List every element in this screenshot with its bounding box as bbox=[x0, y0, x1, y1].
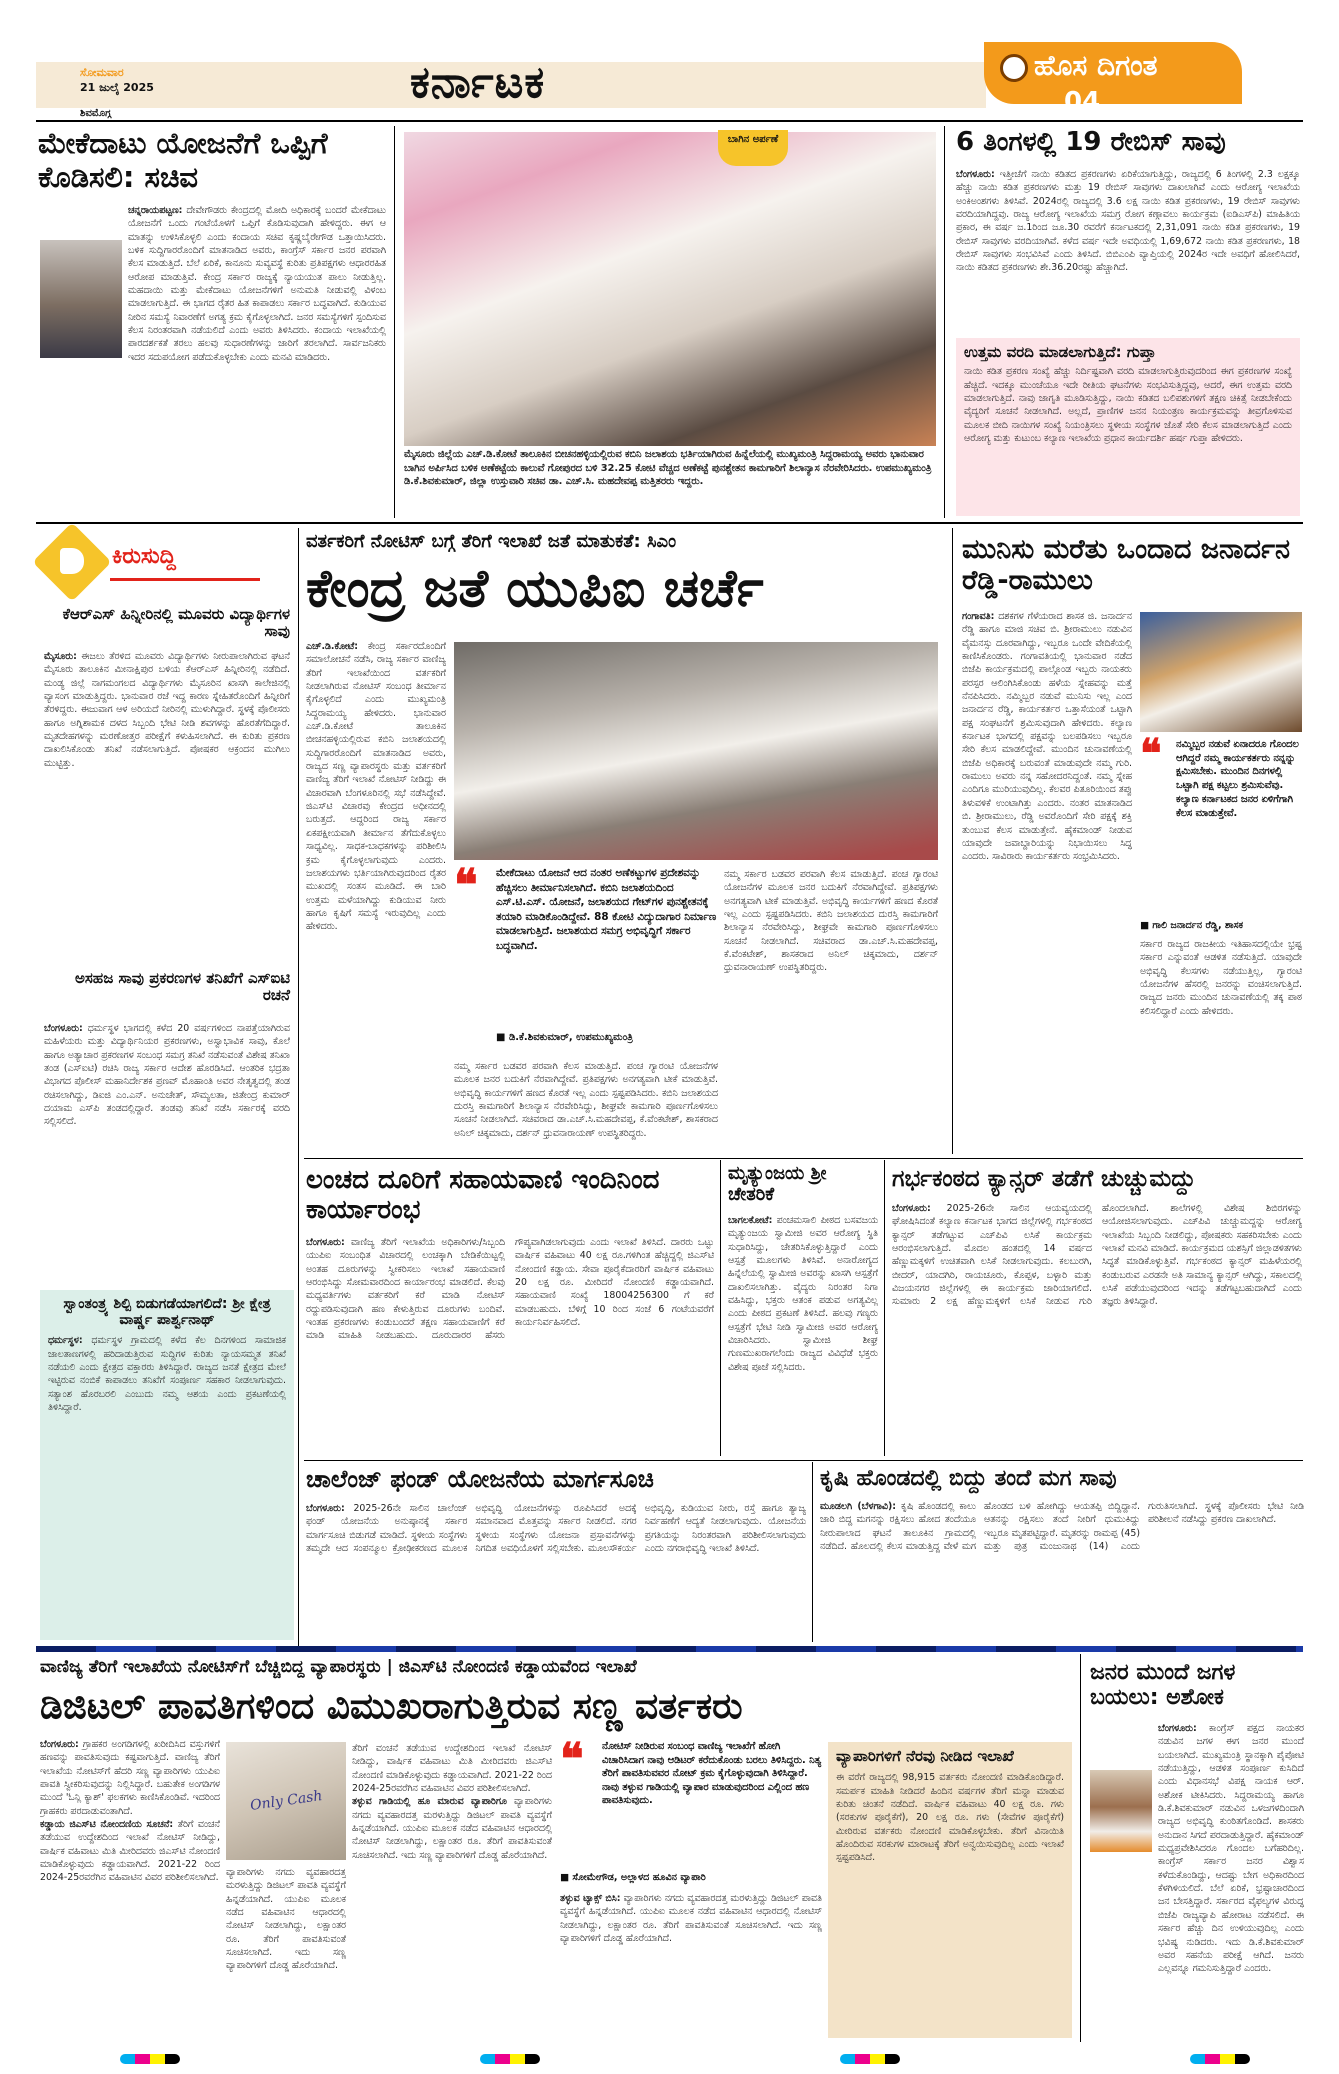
row-rule bbox=[304, 1460, 1303, 1461]
mrutyunjaya-body: ಬಾಗಲಕೋಟೆ: ಪಂಚಮಸಾಲಿ ಪೀಠದ ಬಸವಜಯ ಮೃತ್ಯುಂಜಯ ಸ್ವಾಮೀಜಿ ಅವರ ಆರೋಗ್ಯ ಸ್ಥಿತಿ ಸುಧಾರಿಸಿದ್ದು, ಚೇತರಿಸಿಕೊಳ್ಳುತ್ತಿದ್ದಾರೆ ಎಂದು ಆಸ್ಪತ್ರೆ ಮೂಲಗಳು ತಿಳಿಸಿವೆ. ಅನಾರೋಗ್ಯದ ಹಿನ್ನೆಲೆಯಲ್ಲಿ ಸ್ವಾಮೀಜಿ ಅವರನ್ನು ಖಾಸಗಿ ಆಸ್ಪತ್ರೆಗೆ ದಾಖಲಿಸಲಾಗಿತ್ತು. ವೈದ್ಯರು ನಿರಂತರ ನಿಗಾ ವಹಿಸಿದ್ದು, ಭಕ್ತರು ಆತಂಕ ಪಡುವ ಅಗತ್ಯವಿಲ್ಲ ಎಂದು ಪೀಠದ ಪ್ರಕಟಣೆ ತಿಳಿಸಿದೆ. ಹಲವು ಗಣ್ಯರು ಆಸ್ಪತ್ರೆಗೆ ಭೇಟಿ ನೀಡಿ ಸ್ವಾಮೀಜಿ ಅವರ ಆರೋಗ್ಯ ವಿಚಾರಿಸಿದರು. ಸ್ವಾಮೀಜಿ ಶೀಘ್ರ ಗುಣಮುಖರಾಗಲೆಂದು ರಾಜ್ಯದ ವಿವಿಧೆಡೆ ಭಕ್ತರು ವಿಶೇಷ ಪೂಜೆ ಸಲ್ಲಿಸಿದರು. bbox=[728, 1215, 878, 1373]
digital-headline: ಡಿಜಿಟಲ್ ಪಾವತಿಗಳಿಂದ ವಿಮುಖರಾಗುತ್ತಿರುವ ಸಣ್ಣ ವರ್ತಕರು bbox=[40, 1686, 743, 1727]
city: ಶಿವಮೊಗ್ಗ bbox=[80, 108, 112, 119]
registration-mark bbox=[480, 2054, 540, 2064]
upi-headline: ಕೇಂದ್ರ ಜತೆ ಯುಪಿಐ ಚರ್ಚೆ bbox=[306, 559, 764, 619]
day: ಸೋಮವಾರ bbox=[80, 66, 124, 79]
only-cash-sign: Only Cash bbox=[248, 1788, 324, 1814]
munisu-photo bbox=[1140, 612, 1302, 732]
digital-body3: ತಳ್ಳುವ ಟ್ಯಾಕ್ಸ್ ಬಿಸಿ: ವ್ಯಾಪಾರಿಗಳು ನಗದು ವ್ಯವಹಾರದತ್ತ ಮರಳುತ್ತಿದ್ದು ಡಿಜಿಟಲ್ ಪಾವತಿ ವ್ಯವಸ್ಥೆಗೆ ಹಿನ್ನಡೆಯಾಗಿದೆ. ಯುಪಿಐ ಮೂಲಕ ನಡೆದ ವಹಿವಾಟಿನ ಆಧಾರದಲ್ಲಿ ನೋಟಿಸ್ ನೀಡಲಾಗಿದ್ದು, ಲಕ್ಷಾಂತರ ರೂ. ತೆರಿಗೆ ಪಾವತಿಸುವಂತೆ ಸೂಚಿಸಲಾಗಿದೆ. ಇದು ಸಣ್ಣ ವ್ಯಾಪಾರಿಗಳಿಗೆ ದೊಡ್ಡ ಹೊರೆಯಾಗಿದೆ. bbox=[560, 1893, 822, 1945]
mekedatu-text: ದೇವೇಗೌಡರು ಕೇಂದ್ರದಲ್ಲಿ ಮೋದಿ ಅಧಿಕಾರಕ್ಕೆ ಬಂದರೆ ಮೇಕೆದಾಟು ಯೋಜನೆಗೆ ಒಂದು ಗಂಟೆಯೊಳಗೆ ಒಪ್ಪಿಗೆ ಕೊಡಿಸುವುದಾಗಿ ಹೇಳಿದ್ದರು. ಈಗ ಆ ಮಾತನ್ನು ಉಳಿಸಿಕೊಳ್ಳಲಿ ಎಂದು ಕಂದಾಯ ಸಚಿವ ಕೃಷ್ಣಬೈರೇಗೌಡ ಒತ್ತಾಯಿಸಿದರು. ಬಳಿಕ ಸುದ್ದಿಗಾರರೊಂದಿಗೆ ಮಾತನಾಡಿದ ಅವರು, ಕಾಂಗ್ರೆಸ್ ಸರ್ಕಾರ ಜನರ ಪರವಾಗಿ ಕೆಲಸ ಮಾಡುತ್ತಿದೆ. ಬೆಲೆ ಏರಿಕೆ, ಕಾನೂನು ಸುವ್ಯವಸ್ಥೆ ಕುರಿತು ಪ್ರತಿಪಕ್ಷಗಳು ಆಧಾರರಹಿತ ಆರೋಪ ಮಾಡುತ್ತಿವೆ. ಕೇಂದ್ರ ಸರ್ಕಾರ ರಾಜ್ಯಕ್ಕೆ ನ್ಯಾಯಯುತ ಪಾಲು ನೀಡುತ್ತಿಲ್ಲ. ಮಹದಾಯಿ ಮತ್ತು ಮೇಕೆದಾಟು ಯೋಜನೆಗಳಿಗೆ ಅನುಮತಿ ನೀಡುವಲ್ಲಿ ವಿಳಂಬ ಮಾಡಲಾಗುತ್ತಿದೆ. ಈ ಭಾಗದ ರೈತರ ಹಿತ ಕಾಪಾಡಲು ಸರ್ಕಾರ ಬದ್ಧವಾಗಿದೆ. ಕುಡಿಯುವ ನೀರಿನ ಸಮಸ್ಯೆ ನಿವಾರಣೆಗೆ ಅಗತ್ಯ ಕ್ರಮ ಕೈಗೊಳ್ಳಲಾಗಿದೆ. ಜನರ ಸಮಸ್ಯೆಗಳಿಗೆ ಸ್ಪಂದಿಸುವ ಕೆಲಸ ನಿರಂತರವಾಗಿ ನಡೆಯಲಿದೆ ಎಂದು ಅವರು ತಿಳಿಸಿದರು. ಕಂದಾಯ ಇಲಾಖೆಯಲ್ಲಿ ಪಾರದರ್ಶಕತೆ ತರಲು ಹಲವು ಸುಧಾರಣೆಗಳನ್ನು ಜಾರಿಗೆ ತರಲಾಗಿದೆ. ಸಾರ್ವಜನಿಕರು ಇದರ ಸದುಪಯೋಗ ಪಡೆದುಕೊಳ್ಳಬೇಕು ಎಂದು ಮನವಿ ಮಾಡಿದರು. bbox=[128, 205, 386, 363]
munisu-body: ಗಂಗಾವತಿ: ದಶಕಗಳ ಗೆಳೆಯರಾದ ಶಾಸಕ ಜಿ. ಜನಾರ್ದನ ರೆಡ್ಡಿ ಹಾಗೂ ಮಾಜಿ ಸಚಿವ ಬಿ. ಶ್ರೀರಾಮುಲು ನಡುವಿನ ವೈಮನಸ್ಸು ದೂರವಾಗಿದ್ದು, ಇಬ್ಬರೂ ಒಂದೇ ವೇದಿಕೆಯಲ್ಲಿ ಕಾಣಿಸಿಕೊಂಡರು. ಗಂಗಾವತಿಯಲ್ಲಿ ಭಾನುವಾರ ನಡೆದ ಬಿಜೆಪಿ ಕಾರ್ಯಕ್ರಮದಲ್ಲಿ ಪಾಲ್ಗೊಂಡ ಇಬ್ಬರು ನಾಯಕರು ಪರಸ್ಪರ ಆಲಿಂಗಿಸಿಕೊಂಡು ಹಳೆಯ ಸ್ನೇಹವನ್ನು ಮತ್ತೆ ನೆನಪಿಸಿದರು. ನಮ್ಮಿಬ್ಬರ ನಡುವೆ ಮುನಿಸು ಇಲ್ಲ ಎಂದ ಜನಾರ್ದನ ರೆಡ್ಡಿ, ಕಾರ್ಯಕರ್ತರ ಒತ್ತಾಸೆಯಂತೆ ಒಟ್ಟಾಗಿ ಪಕ್ಷ ಸಂಘಟನೆಗೆ ಶ್ರಮಿಸುವುದಾಗಿ ಹೇಳಿದರು. ಕಲ್ಯಾಣ ಕರ್ನಾಟಕ ಭಾಗದಲ್ಲಿ ಪಕ್ಷವನ್ನು ಬಲಪಡಿಸಲು ಇಬ್ಬರೂ ಸೇರಿ ಕೆಲಸ ಮಾಡಲಿದ್ದೇವೆ. ಮುಂದಿನ ಚುನಾವಣೆಯಲ್ಲಿ ಬಿಜೆಪಿ ಅಧಿಕಾರಕ್ಕೆ ಬರುವಂತೆ ಮಾಡುವುದೇ ನಮ್ಮ ಗುರಿ. ರಾಮುಲು ಅವರು ನನ್ನ ಸಹೋದರನಿದ್ದಂತೆ. ನಮ್ಮ ಸ್ನೇಹ ಎಂದಿಗೂ ಮುರಿಯುವುದಿಲ್ಲ. ಕೆಲವರ ಪಿತೂರಿಯಿಂದ ತಪ್ಪು ತಿಳುವಳಿಕೆ ಉಂಟಾಗಿತ್ತು ಎಂದರು. ನಂತರ ಮಾತನಾಡಿದ ಬಿ. ಶ್ರೀರಾಮುಲು, ರೆಡ್ಡಿ ಅವರೊಂದಿಗೆ ಸೇರಿ ಪಕ್ಷಕ್ಕೆ ಶಕ್ತಿ ತುಂಬುವ ಕೆಲಸ ಮಾಡುತ್ತೇನೆ. ಹೈಕಮಾಂಡ್ ನೀಡುವ ಯಾವುದೇ ಜವಾಬ್ದಾರಿಯನ್ನು ನಿಭಾಯಿಸಲು ಸಿದ್ಧ ಎಂದರು. ಸಾವಿರಾರು ಕಾರ್ಯಕರ್ತರು ಸಂಭ್ರಮಿಸಿದರು. bbox=[962, 611, 1132, 863]
mekedatu-body: ಚನ್ನರಾಯಪಟ್ಟಣ: ದೇವೇಗೌಡರು ಕೇಂದ್ರದಲ್ಲಿ ಮೋದಿ ಅಧಿಕಾರಕ್ಕೆ ಬಂದರೆ ಮೇಕೆದಾಟು ಯೋಜನೆಗೆ ಒಂದು ಗಂಟೆಯೊಳಗೆ ಒಪ್ಪಿಗೆ ಕೊಡಿಸುವುದಾಗಿ ಹೇಳಿದ್ದರು. ಈಗ ಆ ಮಾತನ್ನು ಉಳಿಸಿಕೊಳ್ಳಲಿ ಎಂದು ಕಂದಾಯ ಸಚಿವ ಕೃಷ್ಣಬೈರೇಗೌಡ ಒತ್ತಾಯಿಸಿದರು. ಬಳಿಕ ಸುದ್ದಿಗಾರರೊಂದಿಗೆ ಮಾತನಾಡಿದ ಅವರು, ಕಾಂಗ್ರೆಸ್ ಸರ್ಕಾರ ಜನರ ಪರವಾಗಿ ಕೆಲಸ ಮಾಡುತ್ತಿದೆ. ಬೆಲೆ ಏರಿಕೆ, ಕಾನೂನು ಸುವ್ಯವಸ್ಥೆ ಕುರಿತು ಪ್ರತಿಪಕ್ಷಗಳು ಆಧಾರರಹಿತ ಆರೋಪ ಮಾಡುತ್ತಿವೆ. ಕೇಂದ್ರ ಸರ್ಕಾರ ರಾಜ್ಯಕ್ಕೆ ನ್ಯಾಯಯುತ ಪಾಲು ನೀಡುತ್ತಿಲ್ಲ. ಮಹದಾಯಿ ಮತ್ತು ಮೇಕೆದಾಟು ಯೋಜನೆಗಳಿಗೆ ಅನುಮತಿ ನೀಡುವಲ್ಲಿ ವಿಳಂಬ ಮಾಡಲಾಗುತ್ತಿದೆ. ಈ ಭಾಗದ ರೈತರ ಹಿತ ಕಾಪಾಡಲು ಸರ್ಕಾರ ಬದ್ಧವಾಗಿದೆ. ಕುಡಿಯುವ ನೀರಿನ ಸಮಸ್ಯೆ ನಿವಾರಣೆಗೆ ಅಗತ್ಯ ಕ್ರಮ ಕೈಗೊಳ್ಳಲಾಗಿದೆ. ಜನರ ಸಮಸ್ಯೆಗಳಿಗೆ ಸ್ಪಂದಿಸುವ ಕೆಲಸ ನಿರಂತರವಾಗಿ ನಡೆಯಲಿದೆ ಎಂದು ಅವರು ತಿಳಿಸಿದರು. ಕಂದಾಯ ಇಲಾಖೆಯಲ್ಲಿ ಪಾರದರ್ಶಕತೆ ತರಲು ಹಲವು ಸುಧಾರಣೆಗಳನ್ನು ಜಾರಿಗೆ ತರಲಾಗಿದೆ. ಸಾರ್ವಜನಿಕರು ಇದರ ಸದುಪಯೋಗ ಪಡೆದುಕೊಳ್ಳಬೇಕು ಎಂದು ಮನವಿ ಮಾಡಿದರು. bbox=[128, 205, 386, 363]
challenge-headline: ಚಾಲೆಂಜ್ ಫಂಡ್ ಯೋಜನೆಯ ಮಾರ್ಗಸೂಚಿ bbox=[306, 1465, 654, 1493]
mrutyunjaya-headline: ಮೃತ್ಯುಂಜಯ ಶ್ರೀ ಚೇತರಿಕೆ bbox=[728, 1163, 827, 1205]
registration-mark bbox=[840, 2054, 900, 2064]
cancer-text: 2025-26ನೇ ಸಾಲಿನ ಆಯವ್ಯಯದಲ್ಲಿ ಘೋಷಿಸಿದಂತೆ ಕಲ್ಯಾಣ ಕರ್ನಾಟಕ ಭಾಗದ ಜಿಲ್ಲೆಗಳಲ್ಲಿ ಗರ್ಭಕಂಠದ ಕ್ಯಾನ್ಸರ್ ತಡೆಗಟ್ಟುವ ಎಚ್‌ಪಿವಿ ಲಸಿಕೆ ಕಾರ್ಯಕ್ರಮ ಆರಂಭಿಸಲಾಗುತ್ತಿದೆ. ಮೊದಲ ಹಂತದಲ್ಲಿ 14 ವರ್ಷದ ಹೆಣ್ಣುಮಕ್ಕಳಿಗೆ ಉಚಿತವಾಗಿ ಲಸಿಕೆ ನೀಡಲಾಗುವುದು. ಕಲಬುರಗಿ, ಬೀದರ್, ಯಾದಗಿರಿ, ರಾಯಚೂರು, ಕೊಪ್ಪಳ, ಬಳ್ಳಾರಿ ಮತ್ತು ವಿಜಯನಗರ ಜಿಲ್ಲೆಗಳಲ್ಲಿ ಈ ಕಾರ್ಯಕ್ರಮ ಜಾರಿಯಾಗಲಿದೆ. ಸುಮಾರು 2 ಲಕ್ಷ ಹೆಣ್ಣುಮಕ್ಕಳಿಗೆ ಲಸಿಕೆ ನೀಡುವ ಗುರಿ ಹೊಂದಲಾಗಿದೆ. ಶಾಲೆಗಳಲ್ಲಿ ವಿಶೇಷ ಶಿಬಿರಗಳನ್ನು ಆಯೋಜಿಸಲಾಗುವುದು. ಎಚ್‌ಪಿವಿ ಚುಚ್ಚುಮದ್ದನ್ನು ಆರೋಗ್ಯ ಇಲಾಖೆಯ ಸಿಬ್ಬಂದಿ ನೀಡಲಿದ್ದು, ಪೋಷಕರು ಸಹಕರಿಸಬೇಕು ಎಂದು ಇಲಾಖೆ ಮನವಿ ಮಾಡಿದೆ. ಕಾರ್ಯಕ್ರಮದ ಯಶಸ್ಸಿಗೆ ಜಿಲ್ಲಾಡಳಿತಗಳು ಸಿದ್ಧತೆ ಮಾಡಿಕೊಳ್ಳುತ್ತಿವೆ. ಗರ್ಭಕಂಠದ ಕ್ಯಾನ್ಸರ್ ಮಹಿಳೆಯರಲ್ಲಿ ಕಂಡುಬರುವ ಎರಡನೇ ಅತಿ ಸಾಮಾನ್ಯ ಕ್ಯಾನ್ಸರ್ ಆಗಿದ್ದು, ಸಕಾಲದಲ್ಲಿ ಲಸಿಕೆ ಪಡೆಯುವುದರಿಂದ ಇದನ್ನು ತಡೆಗಟ್ಟಬಹುದಾಗಿದೆ ಎಂದು ತಜ್ಞರು ತಿಳಿಸಿದ್ದಾರೆ. bbox=[892, 1203, 1302, 1308]
col-rule bbox=[298, 528, 299, 1646]
krs-text: ಈಜಲು ತೆರಳಿದ ಮೂವರು ವಿದ್ಯಾರ್ಥಿಗಳು ನೀರುಪಾಲಾಗಿರುವ ಘಟನೆ ಮೈಸೂರು ತಾಲೂಕಿನ ಮೀನಾಕ್ಷಿಪುರ ಬಳಿಯ ಕೆಆರ್‌ಎಸ್ ಹಿನ್ನೀರಿನಲ್ಲಿ ನಡೆದಿದೆ. ಮಂಡ್ಯ ಜಿಲ್ಲೆ ನಾಗಮಂಗಲದ ವಿದ್ಯಾರ್ಥಿಗಳು ಮೈಸೂರಿನ ಖಾಸಗಿ ಕಾಲೇಜಿನಲ್ಲಿ ವ್ಯಾಸಂಗ ಮಾಡುತ್ತಿದ್ದರು. ಭಾನುವಾರ ರಜೆ ಇದ್ದ ಕಾರಣ ಸ್ನೇಹಿತರೊಂದಿಗೆ ಹಿನ್ನೀರಿಗೆ ತೆರಳಿದ್ದರು. ಈಜುವಾಗ ಆಳ ಅರಿಯದೆ ನೀರಿನಲ್ಲಿ ಮುಳುಗಿದ್ದಾರೆ. ಸ್ಥಳಕ್ಕೆ ಪೊಲೀಸರು ಹಾಗೂ ಅಗ್ನಿಶಾಮಕ ದಳದ ಸಿಬ್ಬಂದಿ ಭೇಟಿ ನೀಡಿ ಶವಗಳನ್ನು ಹೊರತೆಗೆದಿದ್ದಾರೆ. ಮೃತದೇಹಗಳನ್ನು ಮರಣೋತ್ತರ ಪರೀಕ್ಷೆಗೆ ಕಳುಹಿಸಲಾಗಿದೆ. ಈ ಕುರಿತು ಪ್ರಕರಣ ದಾಖಲಿಸಿಕೊಂಡು ತನಿಖೆ ನಡೆಸಲಾಗುತ್ತಿದೆ. ಪೋಷಕರ ಆಕ್ರಂದನ ಮುಗಿಲು ಮುಟ್ಟಿತ್ತು. bbox=[44, 651, 290, 769]
sit-body: ಬೆಂಗಳೂರು: ಧರ್ಮಸ್ಥಳ ಭಾಗದಲ್ಲಿ ಕಳೆದ 20 ವರ್ಷಗಳಿಂದ ನಾಪತ್ತೆಯಾಗಿರುವ ಮಹಿಳೆಯರು ಮತ್ತು ವಿದ್ಯಾರ್ಥಿನಿಯರ ಪ್ರಕರಣಗಳು, ಅಸ್ವಾಭಾವಿಕ ಸಾವು, ಕೊಲೆ ಹಾಗೂ ಅತ್ಯಾಚಾರ ಪ್ರಕರಣಗಳ ಸಂಬಂಧ ಸಮಗ್ರ ತನಿಖೆ ನಡೆಸುವಂತೆ ವಿಶೇಷ ತನಿಖಾ ತಂಡ (ಎಸ್‌ಐಟಿ) ರಚಿಸಿ ರಾಜ್ಯ ಸರ್ಕಾರ ಆದೇಶ ಹೊರಡಿಸಿದೆ. ಆಂತರಿಕ ಭದ್ರತಾ ವಿಭಾಗದ ಪೊಲೀಸ್ ಮಹಾನಿರ್ದೇಶಕ ಪ್ರಣವ್ ಮೊಹಾಂತಿ ಅವರ ನೇತೃತ್ವದಲ್ಲಿ ತಂಡ ರಚಿಸಲಾಗಿದ್ದು, ಡಿಐಜಿ ಎಂ.ಎನ್. ಅನುಚೇತ್, ಸೌಮ್ಯಲತಾ, ಜಿತೇಂದ್ರ ಕುಮಾರ್ ದಯಾಮ ಎಸ್‌ಪಿ ತಂಡದಲ್ಲಿದ್ದಾರೆ. ತಂಡವು ತನಿಖೆ ನಡೆಸಿ ಸರ್ಕಾರಕ್ಕೆ ವರದಿ ಸಲ್ಲಿಸಲಿದೆ. bbox=[44, 1023, 290, 1128]
kirusuddi-label: ಕಿರುಸುದ್ದಿ bbox=[112, 544, 176, 569]
ashok-body: ಬೆಂಗಳೂರು: ಕಾಂಗ್ರೆಸ್ ಪಕ್ಷದ ನಾಯಕರ ನಡುವಿನ ಜಗಳ ಈಗ ಜನರ ಮುಂದೆ ಬಯಲಾಗಿದೆ. ಮುಖ್ಯಮಂತ್ರಿ ಸ್ಥಾನಕ್ಕಾಗಿ ಪೈಪೋಟಿ ನಡೆಯುತ್ತಿದ್ದು, ಆಡಳಿತ ಸಂಪೂರ್ಣ ಕುಸಿದಿದೆ ಎಂದು ವಿಧಾನಸಭೆ ವಿಪಕ್ಷ ನಾಯಕ ಆರ್. ಅಶೋಕ ಟೀಕಿಸಿದರು. ಸಿದ್ದರಾಮಯ್ಯ ಹಾಗೂ ಡಿ.ಕೆ.ಶಿವಕುಮಾರ್ ನಡುವಿನ ಒಳಜಗಳದಿಂದಾಗಿ ರಾಜ್ಯದ ಅಭಿವೃದ್ಧಿ ಕುಂಠಿತಗೊಂಡಿದೆ. ಶಾಸಕರು ಅನುದಾನ ಸಿಗದೆ ಪರದಾಡುತ್ತಿದ್ದಾರೆ. ಹೈಕಮಾಂಡ್ ಮಧ್ಯಪ್ರವೇಶಿಸಿದರೂ ಗೊಂದಲ ಬಗೆಹರಿದಿಲ್ಲ. ಕಾಂಗ್ರೆಸ್ ಸರ್ಕಾರ ಜನರ ವಿಶ್ವಾಸ ಕಳೆದುಕೊಂಡಿದ್ದು, ಆದಷ್ಟು ಬೇಗ ಅಧಿಕಾರದಿಂದ ಕೆಳಗಿಳಿಯಲಿದೆ. ಬೆಲೆ ಏರಿಕೆ, ಭ್ರಷ್ಟಾಚಾರದಿಂದ ಜನ ಬೇಸತ್ತಿದ್ದಾರೆ. ಸರ್ಕಾರದ ವೈಫಲ್ಯಗಳ ವಿರುದ್ಧ ಬಿಜೆಪಿ ರಾಜ್ಯವ್ಯಾಪಿ ಹೋರಾಟ ನಡೆಸಲಿದೆ. ಈ ಸರ್ಕಾರ ಹೆಚ್ಚು ದಿನ ಉಳಿಯುವುದಿಲ್ಲ ಎಂದು ಭವಿಷ್ಯ ನುಡಿದರು. ಇದು ಡಿ.ಕೆ.ಶಿವಕುಮಾರ್ ಅವರ ಸಹನೆಯ ಪರೀಕ್ಷೆ ಆಗಿದೆ. ಜನರು ಎಲ್ಲವನ್ನೂ ಗಮನಿಸುತ್ತಿದ್ದಾರೆ ಎಂದರು. bbox=[1158, 1723, 1304, 1975]
swatantra-text: ಧರ್ಮಸ್ಥಳ ಗ್ರಾಮದಲ್ಲಿ ಕಳೆದ ಕೆಲ ದಿನಗಳಿಂದ ಸಾಮಾಜಿಕ ಜಾಲತಾಣಗಳಲ್ಲಿ ಹರಿದಾಡುತ್ತಿರುವ ಸುದ್ದಿಗಳ ಕುರಿತು ನ್ಯಾಯಸಮ್ಮತ ತನಿಖೆ ನಡೆಯಲಿ ಎಂದು ಕ್ಷೇತ್ರದ ವಕ್ತಾರರು ತಿಳಿಸಿದ್ದಾರೆ. ರಾಜ್ಯದ ಜನತೆ ಕ್ಷೇತ್ರದ ಮೇಲೆ ಇಟ್ಟಿರುವ ನಂಬಿಕೆ ಕಾಪಾಡಲು ತನಿಖೆಗೆ ಸಂಪೂರ್ಣ ಸಹಕಾರ ನೀಡಲಾಗುವುದು. ಸತ್ಯಾಂಶ ಹೊರಬರಲಿ ಎಂಬುದು ನಮ್ಮ ಆಶಯ ಎಂದು ಪ್ರಕಟಣೆಯಲ್ಲಿ ತಿಳಿಸಿದ್ದಾರೆ. bbox=[48, 1335, 286, 1413]
paper-name: ಹೊಸ ದಿಗಂತ bbox=[1034, 49, 1158, 82]
digital-quote: ನೋಟಿಸ್ ನೀಡಿರುವ ಸಂಬಂಧ ವಾಣಿಜ್ಯ ಇಲಾಖೆಗೆ ಹೋಗಿ ವಿಚಾರಿಸಿದಾಗ ನಾವು ಆಡಿಟರ್ ಕರೆದುಕೊಂಡು ಬರಲು ತಿಳಿಸಿದ್ದರು. ನಿತ್ಯ ತೆರಿಗೆ ಪಾವತಿಸುವವರ ನೋಟ್ ಕ್ರಮ ಕೈಗೊಳ್ಳುವುದಾಗಿ ತಿಳಿಸಿದ್ದಾರೆ. ನಾವು ತಳ್ಳುವ ಗಾಡಿಯಲ್ಲಿ ವ್ಯಾಪಾರ ಮಾಡುವುದರಿಂದ ಎಲ್ಲಿಂದ ಹಣ ಪಾವತಿಸುವುದು. bbox=[602, 1741, 822, 1807]
munisu-quote-box bbox=[1140, 730, 1302, 918]
department-box bbox=[828, 1742, 1072, 2038]
krushi-text: ಕೃಷಿ ಹೊಂಡದಲ್ಲಿ ಕಾಲು ಜಾರಿ ಬಿದ್ದ ಮಗನನ್ನು ರಕ್ಷಿಸಲು ಹೋದ ತಂದೆಯೂ ನೀರುಪಾಲಾದ ಘಟನೆ ತಾಲೂಕಿನ ಗ್ರಾಮದಲ್ಲಿ ನಡೆದಿದೆ. ಹೊಲದಲ್ಲಿ ಕೆಲಸ ಮಾಡುತ್ತಿದ್ದ ವೇಳೆ ಮಗ ಹೊಂಡದ ಬಳಿ ಹೋಗಿದ್ದು ಆಯತಪ್ಪಿ ಬಿದ್ದಿದ್ದಾನೆ. ಆತನನ್ನು ರಕ್ಷಿಸಲು ತಂದೆ ನೀರಿಗೆ ಧುಮುಕಿದ್ದು ಇಬ್ಬರೂ ಮೃತಪಟ್ಟಿದ್ದಾರೆ. ಮೃತರನ್ನು ರಾಮಪ್ಪ (45) ಮತ್ತು ಪುತ್ರ ಮಂಜುನಾಥ (14) ಎಂದು ಗುರುತಿಸಲಾಗಿದೆ. ಸ್ಥಳಕ್ಕೆ ಪೊಲೀಸರು ಭೇಟಿ ನೀಡಿ ಪರಿಶೀಲನೆ ನಡೆಸಿದ್ದು ಪ್ರಕರಣ ದಾಖಲಾಗಿದೆ. bbox=[820, 1501, 1304, 1553]
col-rule bbox=[394, 126, 395, 518]
digital-body2: ವ್ಯಾಪಾರಿಗಳು ನಗದು ವ್ಯವಹಾರದತ್ತ ಮರಳುತ್ತಿದ್ದು ಡಿಜಿಟಲ್ ಪಾವತಿ ವ್ಯವಸ್ಥೆಗೆ ಹಿನ್ನಡೆಯಾಗಿದೆ. ಯುಪಿಐ ಮೂಲಕ ನಡೆದ ವಹಿವಾಟಿನ ಆಧಾರದಲ್ಲಿ ನೋಟಿಸ್ ನೀಡಲಾಗಿದ್ದು, ಲಕ್ಷಾಂತರ ರೂ. ತೆರಿಗೆ ಪಾವತಿಸುವಂತೆ ಸೂಚಿಸಲಾಗಿದೆ. ಇದು ಸಣ್ಣ ವ್ಯಾಪಾರಿಗಳಿಗೆ ದೊಡ್ಡ ಹೊರೆಯಾಗಿದೆ. bbox=[226, 1867, 346, 1972]
rabies-headline: 6 ತಿಂಗಳಲ್ಲಿ 19 ರೇಬಿಸ್ ಸಾವು bbox=[956, 127, 1226, 157]
masthead-rule bbox=[36, 120, 1303, 122]
digital-body2b: ತೆರಿಗೆ ವಂಚನೆ ತಡೆಯುವ ಉದ್ದೇಶದಿಂದ ಇಲಾಖೆ ನೋಟಿಸ್ ನೀಡಿದ್ದು, ವಾರ್ಷಿಕ ವಹಿವಾಟು ಮಿತಿ ಮೀರಿದವರು ಜಿಎಸ್‌ಟಿ ನೋಂದಣಿ ಮಾಡಿಕೊಳ್ಳುವುದು ಕಡ್ಡಾಯವಾಗಿದೆ. 2021-22 ರಿಂದ 2024-25ರವರೆಗಿನ ವಹಿವಾಟಿನ ವಿವರ ಪರಿಶೀಲಿಸಲಾಗಿದೆ. ತಳ್ಳುವ ಗಾಡಿಯಲ್ಲಿ ಹೂ ಮಾರುವ ವ್ಯಾಪಾರಿಗೂ ವ್ಯಾಪಾರಿಗಳು ನಗದು ವ್ಯವಹಾರದತ್ತ ಮರಳುತ್ತಿದ್ದು ಡಿಜಿಟಲ್ ಪಾವತಿ ವ್ಯವಸ್ಥೆಗೆ ಹಿನ್ನಡೆಯಾಗಿದೆ. ಯುಪಿಐ ಮೂಲಕ ನಡೆದ ವಹಿವಾಟಿನ ಆಧಾರದಲ್ಲಿ ನೋಟಿಸ್ ನೀಡಲಾಗಿದ್ದು, ಲಕ್ಷಾಂತರ ರೂ. ತೆರಿಗೆ ಪಾವತಿಸುವಂತೆ ಸೂಚಿಸಲಾಗಿದೆ. ಇದು ಸಣ್ಣ ವ್ಯಾಪಾರಿಗಳಿಗೆ ದೊಡ್ಡ ಹೊರೆಯಾಗಿದೆ. bbox=[352, 1743, 552, 1861]
digital-subhead: ಕಡ್ಡಾಯ ಜಿಎಸ್‌ಟಿ ನೋಂದಣಿಯ ಸೂಚನೆ: bbox=[40, 1819, 174, 1831]
only-cash-photo bbox=[226, 1742, 346, 1860]
digital-quote-box bbox=[560, 1734, 822, 1870]
upi-body2: ನಮ್ಮ ಸರ್ಕಾರ ಬಡವರ ಪರವಾಗಿ ಕೆಲಸ ಮಾಡುತ್ತಿದೆ. ಪಂಚ ಗ್ಯಾರಂಟಿ ಯೋಜನೆಗಳ ಮೂಲಕ ಜನರ ಬದುಕಿಗೆ ನೆರವಾಗಿದ್ದೇವೆ. ಪ್ರತಿಪಕ್ಷಗಳು ಅನಗತ್ಯವಾಗಿ ಟೀಕೆ ಮಾಡುತ್ತಿವೆ. ಅಭಿವೃದ್ಧಿ ಕಾರ್ಯಗಳಿಗೆ ಹಣದ ಕೊರತೆ ಇಲ್ಲ ಎಂದು ಸ್ಪಷ್ಟಪಡಿಸಿದರು. ಕಬಿನಿ ಜಲಾಶಯದ ದುರಸ್ತಿ ಕಾಮಗಾರಿಗೆ ಶಿಲಾನ್ಯಾಸ ನೆರವೇರಿಸಿದ್ದು, ಶೀಘ್ರವೇ ಕಾಮಗಾರಿ ಪೂರ್ಣಗೊಳಿಸಲು ಸೂಚನೆ ನೀಡಲಾಗಿದೆ. ಸಚಿವರಾದ ಡಾ.ಎಚ್.ಸಿ.ಮಹದೇವಪ್ಪ, ಕೆ.ವೆಂಕಟೇಶ್, ಶಾಸಕರಾದ ಅನಿಲ್ ಚಿಕ್ಕಮಾದು, ದರ್ಶನ್ ಧ್ರುವನಾರಾಯಣ್ ಉಪಸ್ಥಿತರಿದ್ದರು. bbox=[724, 869, 938, 974]
quote-icon: ❝ bbox=[560, 1734, 584, 1785]
bagina-tag: ಬಾಗಿನ ಅರ್ಪಣೆ bbox=[718, 130, 788, 166]
bagina-photo bbox=[404, 132, 936, 446]
quote-icon: ❝ bbox=[454, 860, 478, 911]
munisu-quote-by: ■ ಗಾಲಿ ಜನಾರ್ದನ ರೆಡ್ಡಿ, ಶಾಸಕ bbox=[1140, 920, 1244, 931]
col-rule bbox=[884, 1160, 885, 1456]
col-rule bbox=[720, 1160, 721, 1456]
logo-emblem-icon bbox=[1000, 54, 1028, 82]
cancer-headline: ಗರ್ಭಕಂಠದ ಕ್ಯಾನ್ಸರ್ ತಡೆಗೆ ಚುಚ್ಚುಮದ್ದು bbox=[892, 1166, 1196, 1192]
munisu-body2: ಸರ್ಕಾರ ರಾಜ್ಯದ ರಾಜಕೀಯ ಇತಿಹಾಸದಲ್ಲಿಯೇ ಭ್ರಷ್ಟ ಸರ್ಕಾರ ಎನ್ನುವಂತೆ ಆಡಳಿತ ನಡೆಸುತ್ತಿದೆ. ಯಾವುದೇ ಅಭಿವೃದ್ಧಿ ಕೆಲಸಗಳು ನಡೆಯುತ್ತಿಲ್ಲ, ಗ್ಯಾರಂಟಿ ಯೋಜನೆಗಳ ಹೆಸರಲ್ಲಿ ಜನರನ್ನು ವಂಚಿಸಲಾಗುತ್ತಿದೆ. ರಾಜ್ಯದ ಜನರು ಮುಂದಿನ ಚುನಾವಣೆಯಲ್ಲಿ ತಕ್ಕ ಪಾಠ ಕಲಿಸಲಿದ್ದಾರೆ ಎಂದು ಹೇಳಿದರು. bbox=[1140, 939, 1302, 1017]
date: 21 ಜುಲೈ 2025 bbox=[80, 80, 154, 94]
upi-body2b: ನಮ್ಮ ಸರ್ಕಾರ ಬಡವರ ಪರವಾಗಿ ಕೆಲಸ ಮಾಡುತ್ತಿದೆ. ಪಂಚ ಗ್ಯಾರಂಟಿ ಯೋಜನೆಗಳ ಮೂಲಕ ಜನರ ಬದುಕಿಗೆ ನೆರವಾಗಿದ್ದೇವೆ. ಪ್ರತಿಪಕ್ಷಗಳು ಅನಗತ್ಯವಾಗಿ ಟೀಕೆ ಮಾಡುತ್ತಿವೆ. ಅಭಿವೃದ್ಧಿ ಕಾರ್ಯಗಳಿಗೆ ಹಣದ ಕೊರತೆ ಇಲ್ಲ ಎಂದು ಸ್ಪಷ್ಟಪಡಿಸಿದರು. ಕಬಿನಿ ಜಲಾಶಯದ ದುರಸ್ತಿ ಕಾಮಗಾರಿಗೆ ಶಿಲಾನ್ಯಾಸ ನೆರವೇರಿಸಿದ್ದು, ಶೀಘ್ರವೇ ಕಾಮಗಾರಿ ಪೂರ್ಣಗೊಳಿಸಲು ಸೂಚನೆ ನೀಡಲಾಗಿದೆ. ಸಚಿವರಾದ ಡಾ.ಎಚ್.ಸಿ.ಮಹದೇವಪ್ಪ, ಕೆ.ವೆಂಕಟೇಶ್, ಶಾಸಕರಾದ ಅನಿಲ್ ಚಿಕ್ಕಮಾದು, ದರ್ಶನ್ ಧ್ರುವನಾರಾಯಣ್ ಉಪಸ್ಥಿತರಿದ್ದರು. bbox=[454, 1061, 718, 1139]
registration-mark bbox=[120, 2054, 180, 2064]
digital-body: ಬೆಂಗಳೂರು: ಗ್ರಾಹಕರ ಅಂಗಡಿಗಳಲ್ಲಿ ಖರೀದಿಸಿದ ವಸ್ತುಗಳಿಗೆ ಹಣವನ್ನು ಪಾವತಿಸುವುದು ಕಷ್ಟವಾಗುತ್ತಿದೆ. ವಾಣಿಜ್ಯ ತೆರಿಗೆ ಇಲಾಖೆಯ ನೋಟಿಸ್‌ಗೆ ಹೆದರಿ ಸಣ್ಣ ವ್ಯಾಪಾರಿಗಳು ಯುಪಿಐ ಪಾವತಿ ಸ್ವೀಕರಿಸುವುದನ್ನು ನಿಲ್ಲಿಸಿದ್ದಾರೆ. ಬಹುತೇಕ ಅಂಗಡಿಗಳ ಮುಂದೆ 'ಓನ್ಲಿ ಕ್ಯಾಶ್' ಫಲಕಗಳು ಕಾಣಿಸಿಕೊಂಡಿವೆ. ಇದರಿಂದ ಗ್ರಾಹಕರು ಪರದಾಡುವಂತಾಗಿದೆ. ಕಡ್ಡಾಯ ಜಿಎಸ್‌ಟಿ ನೋಂದಣಿಯ ಸೂಚನೆ: ತೆರಿಗೆ ವಂಚನೆ ತಡೆಯುವ ಉದ್ದೇಶದಿಂದ ಇಲಾಖೆ ನೋಟಿಸ್ ನೀಡಿದ್ದು, ವಾರ್ಷಿಕ ವಹಿವಾಟು ಮಿತಿ ಮೀರಿದವರು ಜಿಎಸ್‌ಟಿ ನೋಂದಣಿ ಮಾಡಿಕೊಳ್ಳುವುದು ಕಡ್ಡಾಯವಾಗಿದೆ. 2021-22 ರಿಂದ 2024-25ರವರೆಗಿನ ವಹಿವಾಟಿನ ವಿವರ ಪರಿಶೀಲಿಸಲಾಗಿದೆ. bbox=[40, 1739, 220, 1884]
lancha-text: ವಾಣಿಜ್ಯ ತೆರಿಗೆ ಇಲಾಖೆಯ ಅಧಿಕಾರಿಗಳು/ಸಿಬ್ಬಂದಿ ಯುಪಿಐ ಸಂಬಂಧಿತ ವಿಚಾರದಲ್ಲಿ ಲಂಚಕ್ಕಾಗಿ ಬೇಡಿಕೆಯಿಟ್ಟಲ್ಲಿ ಅಂತಹ ದೂರುಗಳನ್ನು ಸ್ವೀಕರಿಸಲು ಇಲಾಖೆ ಸಹಾಯವಾಣಿ ಆರಂಭಿಸಿದ್ದು ಸೋಮವಾರದಿಂದ ಕಾರ್ಯಾರಂಭ ಮಾಡಲಿದೆ. ಕೆಲವು ಮಧ್ಯವರ್ತಿಗಳು ವರ್ತಕರಿಗೆ ಕರೆ ಮಾಡಿ ನೋಟಿಸ್ ರದ್ದುಪಡಿಸುವುದಾಗಿ ಹಣ ಕೇಳುತ್ತಿರುವ ದೂರುಗಳು ಬಂದಿವೆ. ಇಂತಹ ಪ್ರಕರಣಗಳು ಕಂಡುಬಂದರೆ ತಕ್ಷಣ ಸಹಾಯವಾಣಿಗೆ ಕರೆ ಮಾಡಿ ಮಾಹಿತಿ ನೀಡಬಹುದು. ದೂರುದಾರರ ಹೆಸರು ಗೌಪ್ಯವಾಗಿಡಲಾಗುವುದು ಎಂದು ಇಲಾಖೆ ತಿಳಿಸಿದೆ. ದಾರರು ಒಟ್ಟು ವಾರ್ಷಿಕ ವಹಿವಾಟು 40 ಲಕ್ಷ ರೂ.ಗಳಿಗಿಂತ ಹೆಚ್ಚಿದ್ದಲ್ಲಿ ಜಿಎಸ್‌ಟಿ ನೋಂದಣಿ ಕಡ್ಡಾಯ. ಸೇವಾ ಪೂರೈಕೆದಾರರಿಗೆ ವಾರ್ಷಿಕ ವಹಿವಾಟು 20 ಲಕ್ಷ ರೂ. ಮೀರಿದರೆ ನೋಂದಣಿ ಕಡ್ಡಾಯವಾಗಿದೆ. ಸಹಾಯವಾಣಿ ಸಂಖ್ಯೆ 18004256300 ಗೆ ಕರೆ ಮಾಡಬಹುದು. ಬೆಳಿಗ್ಗೆ 10 ರಿಂದ ಸಂಜೆ 6 ಗಂಟೆಯವರೆಗೆ ಕಾರ್ಯನಿರ್ವಹಿಸಲಿದೆ. bbox=[306, 1237, 714, 1342]
col-rule bbox=[944, 126, 945, 518]
department-box-body: ಈ ವರೆಗೆ ರಾಜ್ಯದಲ್ಲಿ 98,915 ವರ್ತಕರು ನೋಂದಣಿ ಮಾಡಿಕೊಂಡಿದ್ದಾರೆ. ಸಮರ್ಪಕ ಮಾಹಿತಿ ನೀಡಿದರೆ ಹಿಂದಿನ ವರ್ಷಗಳ ತೆರಿಗೆ ಮನ್ನಾ ಮಾಡುವ ಕುರಿತು ಚಿಂತನೆ ನಡೆದಿದೆ. ವಾರ್ಷಿಕ ವಹಿವಾಟು 40 ಲಕ್ಷ ರೂ. ಗಳು (ಸರಕುಗಳ ಪೂರೈಕೆಗೆ), 20 ಲಕ್ಷ ರೂ. ಗಳು (ಸೇವೆಗಳ ಪೂರೈಕೆಗೆ) ಮೀರಿರುವ ವರ್ತಕರು ನೋಂದಣಿ ಮಾಡಿಕೊಳ್ಳಬೇಕು. ತೆರಿಗೆ ವಿನಾಯಿತಿ ಹೊಂದಿರುವ ಸರಕುಗಳ ಮಾರಾಟಕ್ಕೆ ತೆರಿಗೆ ಅನ್ವಯಿಸುವುದಿಲ್ಲ ಎಂದು ಇಲಾಖೆ ಸ್ಪಷ್ಟಪಡಿಸಿದೆ. bbox=[836, 1772, 1064, 1864]
kirusuddi-banner bbox=[44, 534, 258, 590]
rabies-text: ಇತ್ತೀಚೆಗೆ ನಾಯಿ ಕಡಿತದ ಪ್ರಕರಣಗಳು ಏರಿಕೆಯಾಗುತ್ತಿದ್ದು, ರಾಜ್ಯದಲ್ಲಿ 6 ತಿಂಗಳಲ್ಲಿ 2.3 ಲಕ್ಷಕ್ಕೂ ಹೆಚ್ಚು ನಾಯಿ ಕಡಿತ ಪ್ರಕರಣಗಳು ಮತ್ತು 19 ರೇಬಿಸ್ ಸಾವುಗಳು ದಾಖಲಾಗಿವೆ ಎಂದು ಆರೋಗ್ಯ ಇಲಾಖೆಯ ಅಂಕಿಅಂಶಗಳು ತಿಳಿಸಿವೆ. 2024ರಲ್ಲಿ ರಾಜ್ಯದಲ್ಲಿ 3.6 ಲಕ್ಷ ನಾಯಿ ಕಡಿತ ಪ್ರಕರಣಗಳು, 19 ರೇಬಿಸ್ ಸಾವುಗಳು ವರದಿಯಾಗಿದ್ದವು. ರಾಜ್ಯ ಆರೋಗ್ಯ ಇಲಾಖೆಯ ಸಮಗ್ರ ರೋಗ ಕಣ್ಗಾವಲು ಕಾರ್ಯಕ್ರಮ (ಐಡಿಎಸ್‌ಪಿ) ಮಾಹಿತಿಯ ಪ್ರಕಾರ, ಈ ವರ್ಷ ಜ.1ರಿಂದ ಜೂ.30 ರವರೆಗೆ ಕರ್ನಾಟಕದಲ್ಲಿ 2,31,091 ನಾಯಿ ಕಡಿತ ಪ್ರಕರಣಗಳು, 19 ರೇಬಿಸ್ ಸಾವುಗಳು ವರದಿಯಾಗಿವೆ. ಕಳೆದ ವರ್ಷ ಇದೇ ಅವಧಿಯಲ್ಲಿ 1,69,672 ನಾಯಿ ಕಡಿತ ಪ್ರಕರಣಗಳು, 18 ರೇಬಿಸ್ ಸಾವುಗಳು ಸಂಭವಿಸಿವೆ ಎಂದು ತಿಳಿಸಿದೆ. ಬಿಬಿಎಂಪಿ ವ್ಯಾಪ್ತಿಯಲ್ಲಿ 2024ರ ಇದೇ ಅವಧಿಗೆ ಹೋಲಿಸಿದರೆ, ನಾಯಿ ಕಡಿತದ ಪ್ರಕರಣಗಳು ಶೇ.36.20ರಷ್ಟು ಹೆಚ್ಚಾಗಿದೆ. bbox=[956, 169, 1300, 274]
krs-headline: ಕೆಆರ್‌ಎಸ್ ಹಿನ್ನೀರಿನಲ್ಲಿ ಮೂವರು ವಿದ್ಯಾರ್ಥಿಗಳ ಸಾವು bbox=[62, 605, 290, 641]
upi-body: ಎಚ್.ಡಿ.ಕೋಟೆ: ಕೇಂದ್ರ ಸರ್ಕಾರದೊಂದಿಗೆ ಸಮಾಲೋಚನೆ ನಡೆಸಿ, ರಾಜ್ಯ ಸರ್ಕಾರ ವಾಣಿಜ್ಯ ತೆರಿಗೆ ಇಲಾಖೆಯಿಂದ ವರ್ತಕರಿಗೆ ನೀಡಲಾಗಿರುವ ನೋಟಿಸ್ ಸಂಬಂಧ ತೀರ್ಮಾನ ಕೈಗೊಳ್ಳಲಿದೆ ಎಂದು ಮುಖ್ಯಮಂತ್ರಿ ಸಿದ್ದರಾಮಯ್ಯ ಹೇಳಿದರು. ಭಾನುವಾರ ಎಚ್.ಡಿ.ಕೋಟೆ ತಾಲೂಕಿನ ಬೀಚನಹಳ್ಳಿಯಲ್ಲಿರುವ ಕಬಿನಿ ಜಲಾಶಯದಲ್ಲಿ ಸುದ್ದಿಗಾರರೊಂದಿಗೆ ಮಾತನಾಡಿದ ಅವರು, ರಾಜ್ಯದ ಸಣ್ಣ ವ್ಯಾಪಾರಸ್ಥರು ಮತ್ತು ವರ್ತಕರಿಗೆ ವಾಣಿಜ್ಯ ತೆರಿಗೆ ಇಲಾಖೆ ನೋಟಿಸ್ ನೀಡಿದ್ದು ಈ ವಿಚಾರವಾಗಿ ಬೆಂಗಳೂರಿನಲ್ಲಿ ಸಭೆ ನಡೆಸಿದ್ದೇವೆ. ಜಿಎಸ್‌ಟಿ ವಿಚಾರವು ಕೇಂದ್ರದ ಅಧೀನದಲ್ಲಿ ಬರುತ್ತದೆ. ಆದ್ದರಿಂದ ರಾಜ್ಯ ಸರ್ಕಾರ ಏಕಪಕ್ಷೀಯವಾಗಿ ತೀರ್ಮಾನ ತೆಗೆದುಕೊಳ್ಳಲು ಸಾಧ್ಯವಿಲ್ಲ. ಸಾಧಕ-ಬಾಧಕಗಳನ್ನು ಪರಿಶೀಲಿಸಿ ಕ್ರಮ ಕೈಗೊಳ್ಳಲಾಗುವುದು ಎಂದರು. ಜಲಾಶಯಗಳು ಭರ್ತಿಯಾಗಿರುವುದರಿಂದ ರೈತರ ಮುಖದಲ್ಲಿ ಸಂತಸ ಮೂಡಿದೆ. ಈ ಬಾರಿ ಉತ್ತಮ ಮಳೆಯಾಗಿದ್ದು ಕುಡಿಯುವ ನೀರು ಹಾಗೂ ಕೃಷಿಗೆ ಸಮಸ್ಯೆ ಇರುವುದಿಲ್ಲ ಎಂದು ಹೇಳಿದರು. bbox=[306, 641, 446, 933]
digital-quote-by: ■ ಸೋಮೇಗೌಡ, ಅಲ್ಲಾಳದ ಹೂವಿನ ವ್ಯಾಪಾರಿ bbox=[560, 1872, 706, 1883]
masthead-date-block bbox=[80, 66, 180, 106]
gupta-box bbox=[956, 338, 1300, 516]
munisu-text: ದಶಕಗಳ ಗೆಳೆಯರಾದ ಶಾಸಕ ಜಿ. ಜನಾರ್ದನ ರೆಡ್ಡಿ ಹಾಗೂ ಮಾಜಿ ಸಚಿವ ಬಿ. ಶ್ರೀರಾಮುಲು ನಡುವಿನ ವೈಮನಸ್ಸು ದೂರವಾಗಿದ್ದು, ಇಬ್ಬರೂ ಒಂದೇ ವೇದಿಕೆಯಲ್ಲಿ ಕಾಣಿಸಿಕೊಂಡರು. ಗಂಗಾವತಿಯಲ್ಲಿ ಭಾನುವಾರ ನಡೆದ ಬಿಜೆಪಿ ಕಾರ್ಯಕ್ರಮದಲ್ಲಿ ಪಾಲ್ಗೊಂಡ ಇಬ್ಬರು ನಾಯಕರು ಪರಸ್ಪರ ಆಲಿಂಗಿಸಿಕೊಂಡು ಹಳೆಯ ಸ್ನೇಹವನ್ನು ಮತ್ತೆ ನೆನಪಿಸಿದರು. ನಮ್ಮಿಬ್ಬರ ನಡುವೆ ಮುನಿಸು ಇಲ್ಲ ಎಂದ ಜನಾರ್ದನ ರೆಡ್ಡಿ, ಕಾರ್ಯಕರ್ತರ ಒತ್ತಾಸೆಯಂತೆ ಒಟ್ಟಾಗಿ ಪಕ್ಷ ಸಂಘಟನೆಗೆ ಶ್ರಮಿಸುವುದಾಗಿ ಹೇಳಿದರು. ಕಲ್ಯಾಣ ಕರ್ನಾಟಕ ಭಾಗದಲ್ಲಿ ಪಕ್ಷವನ್ನು ಬಲಪಡಿಸಲು ಇಬ್ಬರೂ ಸೇರಿ ಕೆಲಸ ಮಾಡಲಿದ್ದೇವೆ. ಮುಂದಿನ ಚುನಾವಣೆಯಲ್ಲಿ ಬಿಜೆಪಿ ಅಧಿಕಾರಕ್ಕೆ ಬರುವಂತೆ ಮಾಡುವುದೇ ನಮ್ಮ ಗುರಿ. ರಾಮುಲು ಅವರು ನನ್ನ ಸಹೋದರನಿದ್ದಂತೆ. ನಮ್ಮ ಸ್ನೇಹ ಎಂದಿಗೂ ಮುರಿಯುವುದಿಲ್ಲ. ಕೆಲವರ ಪಿತೂರಿಯಿಂದ ತಪ್ಪು ತಿಳುವಳಿಕೆ ಉಂಟಾಗಿತ್ತು ಎಂದರು. ನಂತರ ಮಾತನಾಡಿದ ಬಿ. ಶ್ರೀರಾಮುಲು, ರೆಡ್ಡಿ ಅವರೊಂದಿಗೆ ಸೇರಿ ಪಕ್ಷಕ್ಕೆ ಶಕ್ತಿ ತುಂಬುವ ಕೆಲಸ ಮಾಡುತ್ತೇನೆ. ಹೈಕಮಾಂಡ್ ನೀಡುವ ಯಾವುದೇ ಜವಾಬ್ದಾರಿಯನ್ನು ನಿಭಾಯಿಸಲು ಸಿದ್ಧ ಎಂದರು. ಸಾವಿರಾರು ಕಾರ್ಯಕರ್ತರು ಸಂಭ್ರಮಿಸಿದರು. bbox=[962, 611, 1132, 863]
cancer-body: ಬೆಂಗಳೂರು: 2025-26ನೇ ಸಾಲಿನ ಆಯವ್ಯಯದಲ್ಲಿ ಘೋಷಿಸಿದಂತೆ ಕಲ್ಯಾಣ ಕರ್ನಾಟಕ ಭಾಗದ ಜಿಲ್ಲೆಗಳಲ್ಲಿ ಗರ್ಭಕಂಠದ ಕ್ಯಾನ್ಸರ್ ತಡೆಗಟ್ಟುವ ಎಚ್‌ಪಿವಿ ಲಸಿಕೆ ಕಾರ್ಯಕ್ರಮ ಆರಂಭಿಸಲಾಗುತ್ತಿದೆ. ಮೊದಲ ಹಂತದಲ್ಲಿ 14 ವರ್ಷದ ಹೆಣ್ಣುಮಕ್ಕಳಿಗೆ ಉಚಿತವಾಗಿ ಲಸಿಕೆ ನೀಡಲಾಗುವುದು. ಕಲಬುರಗಿ, ಬೀದರ್, ಯಾದಗಿರಿ, ರಾಯಚೂರು, ಕೊಪ್ಪಳ, ಬಳ್ಳಾರಿ ಮತ್ತು ವಿಜಯನಗರ ಜಿಲ್ಲೆಗಳಲ್ಲಿ ಈ ಕಾರ್ಯಕ್ರಮ ಜಾರಿಯಾಗಲಿದೆ. ಸುಮಾರು 2 ಲಕ್ಷ ಹೆಣ್ಣುಮಕ್ಕಳಿಗೆ ಲಸಿಕೆ ನೀಡುವ ಗುರಿ ಹೊಂದಲಾಗಿದೆ. ಶಾಲೆಗಳಲ್ಲಿ ವಿಶೇಷ ಶಿಬಿರಗಳನ್ನು ಆಯೋಜಿಸಲಾಗುವುದು. ಎಚ್‌ಪಿವಿ ಚುಚ್ಚುಮದ್ದನ್ನು ಆರೋಗ್ಯ ಇಲಾಖೆಯ ಸಿಬ್ಬಂದಿ ನೀಡಲಿದ್ದು, ಪೋಷಕರು ಸಹಕರಿಸಬೇಕು ಎಂದು ಇಲಾಖೆ ಮನವಿ ಮಾಡಿದೆ. ಕಾರ್ಯಕ್ರಮದ ಯಶಸ್ಸಿಗೆ ಜಿಲ್ಲಾಡಳಿತಗಳು ಸಿದ್ಧತೆ ಮಾಡಿಕೊಳ್ಳುತ್ತಿವೆ. ಗರ್ಭಕಂಠದ ಕ್ಯಾನ್ಸರ್ ಮಹಿಳೆಯರಲ್ಲಿ ಕಂಡುಬರುವ ಎರಡನೇ ಅತಿ ಸಾಮಾನ್ಯ ಕ್ಯಾನ್ಸರ್ ಆಗಿದ್ದು, ಸಕಾಲದಲ್ಲಿ ಲಸಿಕೆ ಪಡೆಯುವುದರಿಂದ ಇದನ್ನು ತಡೆಗಟ್ಟಬಹುದಾಗಿದೆ ಎಂದು ತಜ್ಞರು ತಿಳಿಸಿದ್ದಾರೆ. bbox=[892, 1203, 1302, 1308]
upi-quote-box bbox=[454, 860, 718, 1052]
col-rule bbox=[952, 528, 953, 1154]
bagina-caption: ಮೈಸೂರು ಜಿಲ್ಲೆಯ ಎಚ್.ಡಿ.ಕೋಟೆ ತಾಲೂಕಿನ ಬೀಚನಹಳ್ಳಿಯಲ್ಲಿರುವ ಕಬಿನಿ ಜಲಾಶಯ ಭರ್ತಿಯಾಗಿರುವ ಹಿನ್ನೆಲೆಯಲ್ಲಿ ಮುಖ್ಯಮಂತ್ರಿ ಸಿದ್ದರಾಮಯ್ಯ ಅವರು ಭಾನುವಾರ ಬಾಗಿನ ಅರ್ಪಿಸಿದ ಬಳಿಕ ಅಣೆಕಟ್ಟೆಯ ಕಾಲುವೆ ಗೋಪುರದ ಬಳಿ 32.25 ಕೋಟಿ ವೆಚ್ಚದ ಅಣೆಕಟ್ಟೆ ಪುನಶ್ಚೇತನ ಕಾಮಗಾರಿಗೆ ಶಿಲಾನ್ಯಾಸ ನೆರವೇರಿಸಿದರು. ಉಪಮುಖ್ಯಮಂತ್ರಿ ಡಿ.ಕೆ.ಶಿವಕುಮಾರ್, ಜಿಲ್ಲಾ ಉಸ್ತುವಾರಿ ಸಚಿವ ಡಾ. ಎಚ್.ಸಿ. ಮಹದೇವಪ್ಪ ಮತ್ತಿತರರು ಇದ್ದರು. bbox=[404, 449, 932, 488]
lancha-body: ಬೆಂಗಳೂರು: ವಾಣಿಜ್ಯ ತೆರಿಗೆ ಇಲಾಖೆಯ ಅಧಿಕಾರಿಗಳು/ಸಿಬ್ಬಂದಿ ಯುಪಿಐ ಸಂಬಂಧಿತ ವಿಚಾರದಲ್ಲಿ ಲಂಚಕ್ಕಾಗಿ ಬೇಡಿಕೆಯಿಟ್ಟಲ್ಲಿ ಅಂತಹ ದೂರುಗಳನ್ನು ಸ್ವೀಕರಿಸಲು ಇಲಾಖೆ ಸಹಾಯವಾಣಿ ಆರಂಭಿಸಿದ್ದು ಸೋಮವಾರದಿಂದ ಕಾರ್ಯಾರಂಭ ಮಾಡಲಿದೆ. ಕೆಲವು ಮಧ್ಯವರ್ತಿಗಳು ವರ್ತಕರಿಗೆ ಕರೆ ಮಾಡಿ ನೋಟಿಸ್ ರದ್ದುಪಡಿಸುವುದಾಗಿ ಹಣ ಕೇಳುತ್ತಿರುವ ದೂರುಗಳು ಬಂದಿವೆ. ಇಂತಹ ಪ್ರಕರಣಗಳು ಕಂಡುಬಂದರೆ ತಕ್ಷಣ ಸಹಾಯವಾಣಿಗೆ ಕರೆ ಮಾಡಿ ಮಾಹಿತಿ ನೀಡಬಹುದು. ದೂರುದಾರರ ಹೆಸರು ಗೌಪ್ಯವಾಗಿಡಲಾಗುವುದು ಎಂದು ಇಲಾಖೆ ತಿಳಿಸಿದೆ. ದಾರರು ಒಟ್ಟು ವಾರ್ಷಿಕ ವಹಿವಾಟು 40 ಲಕ್ಷ ರೂ.ಗಳಿಗಿಂತ ಹೆಚ್ಚಿದ್ದಲ್ಲಿ ಜಿಎಸ್‌ಟಿ ನೋಂದಣಿ ಕಡ್ಡಾಯ. ಸೇವಾ ಪೂರೈಕೆದಾರರಿಗೆ ವಾರ್ಷಿಕ ವಹಿವಾಟು 20 ಲಕ್ಷ ರೂ. ಮೀರಿದರೆ ನೋಂದಣಿ ಕಡ್ಡಾಯವಾಗಿದೆ. ಸಹಾಯವಾಣಿ ಸಂಖ್ಯೆ 18004256300 ಗೆ ಕರೆ ಮಾಡಬಹುದು. ಬೆಳಿಗ್ಗೆ 10 ರಿಂದ ಸಂಜೆ 6 ಗಂಟೆಯವರೆಗೆ ಕಾರ್ಯನಿರ್ವಹಿಸಲಿದೆ. bbox=[306, 1237, 714, 1342]
digital-text: ಗ್ರಾಹಕರ ಅಂಗಡಿಗಳಲ್ಲಿ ಖರೀದಿಸಿದ ವಸ್ತುಗಳಿಗೆ ಹಣವನ್ನು ಪಾವತಿಸುವುದು ಕಷ್ಟವಾಗುತ್ತಿದೆ. ವಾಣಿಜ್ಯ ತೆರಿಗೆ ಇಲಾಖೆಯ ನೋಟಿಸ್‌ಗೆ ಹೆದರಿ ಸಣ್ಣ ವ್ಯಾಪಾರಿಗಳು ಯುಪಿಐ ಪಾವತಿ ಸ್ವೀಕರಿಸುವುದನ್ನು ನಿಲ್ಲಿಸಿದ್ದಾರೆ. ಬಹುತೇಕ ಅಂಗಡಿಗಳ ಮುಂದೆ 'ಓನ್ಲಿ ಕ್ಯಾಶ್' ಫಲಕಗಳು ಕಾಣಿಸಿಕೊಂಡಿವೆ. ಇದರಿಂದ ಗ್ರಾಹಕರು ಪರದಾಡುವಂತಾಗಿದೆ. bbox=[40, 1739, 220, 1817]
upi-quote-by: ■ ಡಿ.ಕೆ.ಶಿವಕುಮಾರ್, ಉಪಮುಖ್ಯಮಂತ್ರಿ bbox=[496, 1032, 633, 1043]
upi-kicker: ವರ್ತಕರಿಗೆ ನೋಟಿಸ್ ಬಗ್ಗೆ ತೆರಿಗೆ ಇಲಾಖೆ ಜತೆ ಮಾತುಕತೆ: ಸಿಎಂ bbox=[306, 531, 677, 552]
krs-body: ಮೈಸೂರು: ಈಜಲು ತೆರಳಿದ ಮೂವರು ವಿದ್ಯಾರ್ಥಿಗಳು ನೀರುಪಾಲಾಗಿರುವ ಘಟನೆ ಮೈಸೂರು ತಾಲೂಕಿನ ಮೀನಾಕ್ಷಿಪುರ ಬಳಿಯ ಕೆಆರ್‌ಎಸ್ ಹಿನ್ನೀರಿನಲ್ಲಿ ನಡೆದಿದೆ. ಮಂಡ್ಯ ಜಿಲ್ಲೆ ನಾಗಮಂಗಲದ ವಿದ್ಯಾರ್ಥಿಗಳು ಮೈಸೂರಿನ ಖಾಸಗಿ ಕಾಲೇಜಿನಲ್ಲಿ ವ್ಯಾಸಂಗ ಮಾಡುತ್ತಿದ್ದರು. ಭಾನುವಾರ ರಜೆ ಇದ್ದ ಕಾರಣ ಸ್ನೇಹಿತರೊಂದಿಗೆ ಹಿನ್ನೀರಿಗೆ ತೆರಳಿದ್ದರು. ಈಜುವಾಗ ಆಳ ಅರಿಯದೆ ನೀರಿನಲ್ಲಿ ಮುಳುಗಿದ್ದಾರೆ. ಸ್ಥಳಕ್ಕೆ ಪೊಲೀಸರು ಹಾಗೂ ಅಗ್ನಿಶಾಮಕ ದಳದ ಸಿಬ್ಬಂದಿ ಭೇಟಿ ನೀಡಿ ಶವಗಳನ್ನು ಹೊರತೆಗೆದಿದ್ದಾರೆ. ಮೃತದೇಹಗಳನ್ನು ಮರಣೋತ್ತರ ಪರೀಕ್ಷೆಗೆ ಕಳುಹಿಸಲಾಗಿದೆ. ಈ ಕುರಿತು ಪ್ರಕರಣ ದಾಖಲಿಸಿಕೊಂಡು ತನಿಖೆ ನಡೆಸಲಾಗುತ್ತಿದೆ. ಪೋಷಕರ ಆಕ್ರಂದನ ಮುಗಿಲು ಮುಟ್ಟಿತ್ತು. bbox=[44, 651, 290, 769]
section-title: ಕರ್ನಾಟಕ bbox=[410, 57, 546, 108]
challenge-text: 2025-26ನೇ ಸಾಲಿನ ಚಾಲೆಂಜ್ ಫಂಡ್ ಯೋಜನೆಯ ಅನುಷ್ಠಾನಕ್ಕೆ ಸರ್ಕಾರ ಮಾರ್ಗಸೂಚಿ ಬಿಡುಗಡೆ ಮಾಡಿದೆ. ಸ್ಥಳೀಯ ಸಂಸ್ಥೆಗಳು ತಮ್ಮದೇ ಆದ ಸಂಪನ್ಮೂಲ ಕ್ರೋಢೀಕರಣದ ಮೂಲಕ ಅಭಿವೃದ್ಧಿ ಯೋಜನೆಗಳನ್ನು ರೂಪಿಸಿದರೆ ಅದಕ್ಕೆ ಸಮಾನವಾದ ಮೊತ್ತವನ್ನು ಸರ್ಕಾರ ನೀಡಲಿದೆ. ನಗರ ಸ್ಥಳೀಯ ಸಂಸ್ಥೆಗಳು ಯೋಜನಾ ಪ್ರಸ್ತಾವನೆಗಳನ್ನು ನಿಗದಿತ ಅವಧಿಯೊಳಗೆ ಸಲ್ಲಿಸಬೇಕು. ಮೂಲಸೌಕರ್ಯ ಅಭಿವೃದ್ಧಿ, ಕುಡಿಯುವ ನೀರು, ರಸ್ತೆ ಹಾಗೂ ತ್ಯಾಜ್ಯ ನಿರ್ವಹಣೆಗೆ ಆದ್ಯತೆ ನೀಡಲಾಗುವುದು. ಯೋಜನೆಯ ಪ್ರಗತಿಯನ್ನು ನಿರಂತರವಾಗಿ ಪರಿಶೀಲಿಸಲಾಗುವುದು ಎಂದು ನಗರಾಭಿವೃದ್ಧಿ ಇಲಾಖೆ ತಿಳಿಸಿದೆ. bbox=[306, 1503, 806, 1555]
ashok-text: ಕಾಂಗ್ರೆಸ್ ಪಕ್ಷದ ನಾಯಕರ ನಡುವಿನ ಜಗಳ ಈಗ ಜನರ ಮುಂದೆ ಬಯಲಾಗಿದೆ. ಮುಖ್ಯಮಂತ್ರಿ ಸ್ಥಾನಕ್ಕಾಗಿ ಪೈಪೋಟಿ ನಡೆಯುತ್ತಿದ್ದು, ಆಡಳಿತ ಸಂಪೂರ್ಣ ಕುಸಿದಿದೆ ಎಂದು ವಿಧಾನಸಭೆ ವಿಪಕ್ಷ ನಾಯಕ ಆರ್. ಅಶೋಕ ಟೀಕಿಸಿದರು. ಸಿದ್ದರಾಮಯ್ಯ ಹಾಗೂ ಡಿ.ಕೆ.ಶಿವಕುಮಾರ್ ನಡುವಿನ ಒಳಜಗಳದಿಂದಾಗಿ ರಾಜ್ಯದ ಅಭಿವೃದ್ಧಿ ಕುಂಠಿತಗೊಂಡಿದೆ. ಶಾಸಕರು ಅನುದಾನ ಸಿಗದೆ ಪರದಾಡುತ್ತಿದ್ದಾರೆ. ಹೈಕಮಾಂಡ್ ಮಧ್ಯಪ್ರವೇಶಿಸಿದರೂ ಗೊಂದಲ ಬಗೆಹರಿದಿಲ್ಲ. ಕಾಂಗ್ರೆಸ್ ಸರ್ಕಾರ ಜನರ ವಿಶ್ವಾಸ ಕಳೆದುಕೊಂಡಿದ್ದು, ಆದಷ್ಟು ಬೇಗ ಅಧಿಕಾರದಿಂದ ಕೆಳಗಿಳಿಯಲಿದೆ. ಬೆಲೆ ಏರಿಕೆ, ಭ್ರಷ್ಟಾಚಾರದಿಂದ ಜನ ಬೇಸತ್ತಿದ್ದಾರೆ. ಸರ್ಕಾರದ ವೈಫಲ್ಯಗಳ ವಿರುದ್ಧ ಬಿಜೆಪಿ ರಾಜ್ಯವ್ಯಾಪಿ ಹೋರಾಟ ನಡೆಸಲಿದೆ. ಈ ಸರ್ಕಾರ ಹೆಚ್ಚು ದಿನ ಉಳಿಯುವುದಿಲ್ಲ ಎಂದು ಭವಿಷ್ಯ ನುಡಿದರು. ಇದು ಡಿ.ಕೆ.ಶಿವಕುಮಾರ್ ಅವರ ಸಹನೆಯ ಪರೀಕ್ಷೆ ಆಗಿದೆ. ಜನರು ಎಲ್ಲವನ್ನೂ ಗಮನಿಸುತ್ತಿದ್ದಾರೆ ಎಂದರು. bbox=[1158, 1723, 1304, 1975]
challenge-body: ಬೆಂಗಳೂರು: 2025-26ನೇ ಸಾಲಿನ ಚಾಲೆಂಜ್ ಫಂಡ್ ಯೋಜನೆಯ ಅನುಷ್ಠಾನಕ್ಕೆ ಸರ್ಕಾರ ಮಾರ್ಗಸೂಚಿ ಬಿಡುಗಡೆ ಮಾಡಿದೆ. ಸ್ಥಳೀಯ ಸಂಸ್ಥೆಗಳು ತಮ್ಮದೇ ಆದ ಸಂಪನ್ಮೂಲ ಕ್ರೋಢೀಕರಣದ ಮೂಲಕ ಅಭಿವೃದ್ಧಿ ಯೋಜನೆಗಳನ್ನು ರೂಪಿಸಿದರೆ ಅದಕ್ಕೆ ಸಮಾನವಾದ ಮೊತ್ತವನ್ನು ಸರ್ಕಾರ ನೀಡಲಿದೆ. ನಗರ ಸ್ಥಳೀಯ ಸಂಸ್ಥೆಗಳು ಯೋಜನಾ ಪ್ರಸ್ತಾವನೆಗಳನ್ನು ನಿಗದಿತ ಅವಧಿಯೊಳಗೆ ಸಲ್ಲಿಸಬೇಕು. ಮೂಲಸೌಕರ್ಯ ಅಭಿವೃದ್ಧಿ, ಕುಡಿಯುವ ನೀರು, ರಸ್ತೆ ಹಾಗೂ ತ್ಯಾಜ್ಯ ನಿರ್ವಹಣೆಗೆ ಆದ್ಯತೆ ನೀಡಲಾಗುವುದು. ಯೋಜನೆಯ ಪ್ರಗತಿಯನ್ನು ನಿರಂತರವಾಗಿ ಪರಿಶೀಲಿಸಲಾಗುವುದು ಎಂದು ನಗರಾಭಿವೃದ್ಧಿ ಇಲಾಖೆ ತಿಳಿಸಿದೆ. bbox=[306, 1503, 806, 1555]
upi-photo bbox=[454, 642, 938, 860]
munisu-headline: ಮುನಿಸು ಮರೆತು ಒಂದಾದ ಜನಾರ್ದನ ರೆಡ್ಡಿ-ರಾಮುಲು bbox=[962, 534, 1290, 597]
registration-mark bbox=[1190, 2054, 1250, 2064]
munisu-quote: ನಮ್ಮಿಬ್ಬರ ನಡುವೆ ಏನಾದರೂ ಗೊಂದಲ ಆಗಿದ್ದರೆ ನಮ್ಮ ಕಾರ್ಯಕರ್ತರು ನನ್ನನ್ನು ಕ್ಷಮಿಸಬೇಕು. ಮುಂದಿನ ದಿನಗಳಲ್ಲಿ ಒಟ್ಟಾಗಿ ಪಕ್ಷ ಕಟ್ಟಲು ಶ್ರಮಿಸುವೆವು. ಕಲ್ಯಾಣ ಕರ್ನಾಟಕದ ಜನರ ಏಳಿಗೆಗಾಗಿ ಕೆಲಸ ಮಾಡುತ್ತೇವೆ. bbox=[1176, 739, 1299, 819]
gupta-headline: ಉತ್ತಮ ವರದಿ ಮಾಡಲಾಗುತ್ತಿದೆ: ಗುಪ್ತಾ bbox=[964, 343, 1156, 361]
minister-photo bbox=[40, 240, 122, 358]
swatantra-headline: ಸ್ವಾಂತಂತ್ರ್ಯ ಶಿಲ್ಪಿ ಬಿಡುಗಡೆಯಾಗಲಿದೆ: ಶ್ರೀ ಕ್ಷೇತ್ರ ವಾರ್ಷ್ಣ ಪಾರ್ಶ್ವನಾಥ್ bbox=[63, 1296, 271, 1329]
mekedatu-headline: ಮೇಕೆದಾಟು ಯೋಜನೆಗೆ ಒಪ್ಪಿಗೆ ಕೊಡಿಸಲಿ: ಸಚಿವ bbox=[38, 126, 328, 195]
ashok-headline: ಜನರ ಮುಂದೆ ಜಗಳ ಬಯಲು: ಅಶೋಕ bbox=[1090, 1660, 1236, 1711]
krushi-headline: ಕೃಷಿ ಹೊಂಡದಲ್ಲಿ ಬಿದ್ದು ತಂದೆ ಮಗ ಸಾವು bbox=[820, 1466, 1117, 1491]
department-box-title: ವ್ಯಾಪಾರಿಗಳಿಗೆ ನೆರವು ನೀಡಿದ ಇಲಾಖೆ bbox=[836, 1747, 1014, 1765]
section-divider-bar bbox=[36, 1646, 1303, 1652]
mrutyunjaya-text: ಪಂಚಮಸಾಲಿ ಪೀಠದ ಬಸವಜಯ ಮೃತ್ಯುಂಜಯ ಸ್ವಾಮೀಜಿ ಅವರ ಆರೋಗ್ಯ ಸ್ಥಿತಿ ಸುಧಾರಿಸಿದ್ದು, ಚೇತರಿಸಿಕೊಳ್ಳುತ್ತಿದ್ದಾರೆ ಎಂದು ಆಸ್ಪತ್ರೆ ಮೂಲಗಳು ತಿಳಿಸಿವೆ. ಅನಾರೋಗ್ಯದ ಹಿನ್ನೆಲೆಯಲ್ಲಿ ಸ್ವಾಮೀಜಿ ಅವರನ್ನು ಖಾಸಗಿ ಆಸ್ಪತ್ರೆಗೆ ದಾಖಲಿಸಲಾಗಿತ್ತು. ವೈದ್ಯರು ನಿರಂತರ ನಿಗಾ ವಹಿಸಿದ್ದು, ಭಕ್ತರು ಆತಂಕ ಪಡುವ ಅಗತ್ಯವಿಲ್ಲ ಎಂದು ಪೀಠದ ಪ್ರಕಟಣೆ ತಿಳಿಸಿದೆ. ಹಲವು ಗಣ್ಯರು ಆಸ್ಪತ್ರೆಗೆ ಭೇಟಿ ನೀಡಿ ಸ್ವಾಮೀಜಿ ಅವರ ಆರೋಗ್ಯ ವಿಚಾರಿಸಿದರು. ಸ್ವಾಮೀಜಿ ಶೀಘ್ರ ಗುಣಮುಖರಾಗಲೆಂದು ರಾಜ್ಯದ ವಿವಿಧೆಡೆ ಭಕ್ತರು ವಿಶೇಷ ಪೂಜೆ ಸಲ್ಲಿಸಿದರು. bbox=[728, 1215, 878, 1373]
col-rule bbox=[812, 1462, 813, 1642]
sit-headline: ಅಸಹಜ ಸಾವು ಪ್ರಕರಣಗಳ ತನಿಖೆಗೆ ಎಸ್‌ಐಟಿ ರಚನೆ bbox=[74, 969, 290, 1005]
krushi-body: ಮೂಡಲಗಿ (ಬೆಳಗಾವಿ): ಕೃಷಿ ಹೊಂಡದಲ್ಲಿ ಕಾಲು ಜಾರಿ ಬಿದ್ದ ಮಗನನ್ನು ರಕ್ಷಿಸಲು ಹೋದ ತಂದೆಯೂ ನೀರುಪಾಲಾದ ಘಟನೆ ತಾಲೂಕಿನ ಗ್ರಾಮದಲ್ಲಿ ನಡೆದಿದೆ. ಹೊಲದಲ್ಲಿ ಕೆಲಸ ಮಾಡುತ್ತಿದ್ದ ವೇಳೆ ಮಗ ಹೊಂಡದ ಬಳಿ ಹೋಗಿದ್ದು ಆಯತಪ್ಪಿ ಬಿದ್ದಿದ್ದಾನೆ. ಆತನನ್ನು ರಕ್ಷಿಸಲು ತಂದೆ ನೀರಿಗೆ ಧುಮುಕಿದ್ದು ಇಬ್ಬರೂ ಮೃತಪಟ್ಟಿದ್ದಾರೆ. ಮೃತರನ್ನು ರಾಮಪ್ಪ (45) ಮತ್ತು ಪುತ್ರ ಮಂಜುನಾಥ (14) ಎಂದು ಗುರುತಿಸಲಾಗಿದೆ. ಸ್ಥಳಕ್ಕೆ ಪೊಲೀಸರು ಭೇಟಿ ನೀಡಿ ಪರಿಶೀಲನೆ ನಡೆಸಿದ್ದು ಪ್ರಕರಣ ದಾಖಲಾಗಿದೆ. bbox=[820, 1501, 1304, 1553]
rabies-body: ಬೆಂಗಳೂರು: ಇತ್ತೀಚೆಗೆ ನಾಯಿ ಕಡಿತದ ಪ್ರಕರಣಗಳು ಏರಿಕೆಯಾಗುತ್ತಿದ್ದು, ರಾಜ್ಯದಲ್ಲಿ 6 ತಿಂಗಳಲ್ಲಿ 2.3 ಲಕ್ಷಕ್ಕೂ ಹೆಚ್ಚು ನಾಯಿ ಕಡಿತ ಪ್ರಕರಣಗಳು ಮತ್ತು 19 ರೇಬಿಸ್ ಸಾವುಗಳು ದಾಖಲಾಗಿವೆ ಎಂದು ಆರೋಗ್ಯ ಇಲಾಖೆಯ ಅಂಕಿಅಂಶಗಳು ತಿಳಿಸಿವೆ. 2024ರಲ್ಲಿ ರಾಜ್ಯದಲ್ಲಿ 3.6 ಲಕ್ಷ ನಾಯಿ ಕಡಿತ ಪ್ರಕರಣಗಳು, 19 ರೇಬಿಸ್ ಸಾವುಗಳು ವರದಿಯಾಗಿದ್ದವು. ರಾಜ್ಯ ಆರೋಗ್ಯ ಇಲಾಖೆಯ ಸಮಗ್ರ ರೋಗ ಕಣ್ಗಾವಲು ಕಾರ್ಯಕ್ರಮ (ಐಡಿಎಸ್‌ಪಿ) ಮಾಹಿತಿಯ ಪ್ರಕಾರ, ಈ ವರ್ಷ ಜ.1ರಿಂದ ಜೂ.30 ರವರೆಗೆ ಕರ್ನಾಟಕದಲ್ಲಿ 2,31,091 ನಾಯಿ ಕಡಿತ ಪ್ರಕರಣಗಳು, 19 ರೇಬಿಸ್ ಸಾವುಗಳು ವರದಿಯಾಗಿವೆ. ಕಳೆದ ವರ್ಷ ಇದೇ ಅವಧಿಯಲ್ಲಿ 1,69,672 ನಾಯಿ ಕಡಿತ ಪ್ರಕರಣಗಳು, 18 ರೇಬಿಸ್ ಸಾವುಗಳು ಸಂಭವಿಸಿವೆ ಎಂದು ತಿಳಿಸಿದೆ. ಬಿಬಿಎಂಪಿ ವ್ಯಾಪ್ತಿಯಲ್ಲಿ 2024ರ ಇದೇ ಅವಧಿಗೆ ಹೋಲಿಸಿದರೆ, ನಾಯಿ ಕಡಿತದ ಪ್ರಕರಣಗಳು ಶೇ.36.20ರಷ್ಟು ಹೆಚ್ಚಾಗಿದೆ. bbox=[956, 169, 1300, 274]
sit-text: ಧರ್ಮಸ್ಥಳ ಭಾಗದಲ್ಲಿ ಕಳೆದ 20 ವರ್ಷಗಳಿಂದ ನಾಪತ್ತೆಯಾಗಿರುವ ಮಹಿಳೆಯರು ಮತ್ತು ವಿದ್ಯಾರ್ಥಿನಿಯರ ಪ್ರಕರಣಗಳು, ಅಸ್ವಾಭಾವಿಕ ಸಾವು, ಕೊಲೆ ಹಾಗೂ ಅತ್ಯಾಚಾರ ಪ್ರಕರಣಗಳ ಸಂಬಂಧ ಸಮಗ್ರ ತನಿಖೆ ನಡೆಸುವಂತೆ ವಿಶೇಷ ತನಿಖಾ ತಂಡ (ಎಸ್‌ಐಟಿ) ರಚಿಸಿ ರಾಜ್ಯ ಸರ್ಕಾರ ಆದೇಶ ಹೊರಡಿಸಿದೆ. ಆಂತರಿಕ ಭದ್ರತಾ ವಿಭಾಗದ ಪೊಲೀಸ್ ಮಹಾನಿರ್ದೇಶಕ ಪ್ರಣವ್ ಮೊಹಾಂತಿ ಅವರ ನೇತೃತ್ವದಲ್ಲಿ ತಂಡ ರಚಿಸಲಾಗಿದ್ದು, ಡಿಐಜಿ ಎಂ.ಎನ್. ಅನುಚೇತ್, ಸೌಮ್ಯಲತಾ, ಜಿತೇಂದ್ರ ಕುಮಾರ್ ದಯಾಮ ಎಸ್‌ಪಿ ತಂಡದಲ್ಲಿದ್ದಾರೆ. ತಂಡವು ತನಿಖೆ ನಡೆಸಿ ಸರ್ಕಾರಕ್ಕೆ ವರದಿ ಸಲ್ಲಿಸಲಿದೆ. bbox=[44, 1023, 290, 1128]
upi-quote: ಮೇಕೆದಾಟು ಯೋಜನೆ ಆದ ನಂತರ ಅಣೆಕಟ್ಟುಗಳ ಪ್ರದೇಶವನ್ನು ಹೆಚ್ಚಿಸಲು ತೀರ್ಮಾನಿಸಲಾಗಿದೆ. ಕಬಿನಿ ಜಲಾಶಯದಿಂದ ಎಸ್.ಟಿ.ಎಸ್. ಯೋಜನೆ, ಜಲಾಶಯದ ಗೇಟ್‌ಗಳ ಪುನಶ್ಚೇತನಕ್ಕೆ ತಯಾರಿ ಮಾಡಿಕೊಂಡಿದ್ದೇವೆ. 88 ಕೋಟಿ ವಿದ್ಯುದಾಗಾರ ನಿರ್ಮಾಣ ಮಾಡಲಾಗುತ್ತಿದೆ. ಜಲಾಶಯದ ಸಮಗ್ರ ಅಭಿವೃದ್ಧಿಗೆ ಸರ್ಕಾರ ಬದ್ಧವಾಗಿದೆ. bbox=[496, 867, 717, 952]
swatantra-body: ಧರ್ಮಸ್ಥಳ: ಧರ್ಮಸ್ಥಳ ಗ್ರಾಮದಲ್ಲಿ ಕಳೆದ ಕೆಲ ದಿನಗಳಿಂದ ಸಾಮಾಜಿಕ ಜಾಲತಾಣಗಳಲ್ಲಿ ಹರಿದಾಡುತ್ತಿರುವ ಸುದ್ದಿಗಳ ಕುರಿತು ನ್ಯಾಯಸಮ್ಮತ ತನಿಖೆ ನಡೆಯಲಿ ಎಂದು ಕ್ಷೇತ್ರದ ವಕ್ತಾರರು ತಿಳಿಸಿದ್ದಾರೆ. ರಾಜ್ಯದ ಜನತೆ ಕ್ಷೇತ್ರದ ಮೇಲೆ ಇಟ್ಟಿರುವ ನಂಬಿಕೆ ಕಾಪಾಡಲು ತನಿಖೆಗೆ ಸಂಪೂರ್ಣ ಸಹಕಾರ ನೀಡಲಾಗುವುದು. ಸತ್ಯಾಂಶ ಹೊರಬರಲಿ ಎಂಬುದು ನಮ್ಮ ಆಶಯ ಎಂದು ಪ್ರಕಟಣೆಯಲ್ಲಿ ತಿಳಿಸಿದ್ದಾರೆ. bbox=[48, 1335, 286, 1413]
gupta-body: ನಾಯಿ ಕಡಿತ ಪ್ರಕರಣ ಸಂಖ್ಯೆ ಹೆಚ್ಚು ನಿರ್ದಿಷ್ಟವಾಗಿ ವರದಿ ಮಾಡಲಾಗುತ್ತಿರುವುದರಿಂದ ಈಗ ಪ್ರಕರಣಗಳ ಸಂಖ್ಯೆ ಹೆಚ್ಚಿದೆ. ಇದಕ್ಕೂ ಮುಂಚೆಯೂ ಇದೇ ರೀತಿಯ ಘಟನೆಗಳು ಸಂಭವಿಸುತ್ತಿದ್ದವು, ಆದರೆ, ಈಗ ಉತ್ತಮ ವರದಿ ಮಾಡಲಾಗುತ್ತಿದೆ. ನಾವು ಜಾಗೃತಿ ಮೂಡಿಸುತ್ತಿದ್ದು, ನಾಯಿ ಕಡಿತದ ಬಲಿಪಶುಗಳಿಗೆ ತಕ್ಷಣ ಚಿಕಿತ್ಸೆ ನೀಡಬೇಕೆಂದು ವೈದ್ಯರಿಗೆ ಸೂಚನೆ ನೀಡಲಾಗಿದೆ. ಅಲ್ಲದೆ, ಪ್ರಾಣಿಗಳ ಜನನ ನಿಯಂತ್ರಣ ಕಾರ್ಯಕ್ರಮವನ್ನು ತೀವ್ರಗೊಳಿಸುವ ಮೂಲಕ ಬೀದಿ ನಾಯಿಗಳ ಸಂಖ್ಯೆ ನಿಯಂತ್ರಿಸಲು ಸ್ಥಳೀಯ ಸಂಸ್ಥೆಗಳ ಜೊತೆ ಸೇರಿ ಕೆಲಸ ಮಾಡಲಾಗುತ್ತಿದೆ ಎಂದು ಆರೋಗ್ಯ ಮತ್ತು ಕುಟುಂಬ ಕಲ್ಯಾಣ ಇಲಾಖೆಯ ಪ್ರಧಾನ ಕಾರ್ಯದರ್ಶಿ ಹರ್ಷ ಗುಪ್ತಾ ಹೇಳಿದರು. bbox=[964, 366, 1292, 444]
lancha-headline: ಲಂಚದ ದೂರಿಗೆ ಸಹಾಯವಾಣಿ ಇಂದಿನಿಂದ ಕಾರ್ಯಾರಂಭ bbox=[306, 1165, 660, 1225]
page-number: 04 bbox=[1064, 87, 1101, 117]
row-rule bbox=[304, 1158, 1303, 1159]
row-rule bbox=[36, 522, 1303, 524]
upi-text: ಕೇಂದ್ರ ಸರ್ಕಾರದೊಂದಿಗೆ ಸಮಾಲೋಚನೆ ನಡೆಸಿ, ರಾಜ್ಯ ಸರ್ಕಾರ ವಾಣಿಜ್ಯ ತೆರಿಗೆ ಇಲಾಖೆಯಿಂದ ವರ್ತಕರಿಗೆ ನೀಡಲಾಗಿರುವ ನೋಟಿಸ್ ಸಂಬಂಧ ತೀರ್ಮಾನ ಕೈಗೊಳ್ಳಲಿದೆ ಎಂದು ಮುಖ್ಯಮಂತ್ರಿ ಸಿದ್ದರಾಮಯ್ಯ ಹೇಳಿದರು. ಭಾನುವಾರ ಎಚ್.ಡಿ.ಕೋಟೆ ತಾಲೂಕಿನ ಬೀಚನಹಳ್ಳಿಯಲ್ಲಿರುವ ಕಬಿನಿ ಜಲಾಶಯದಲ್ಲಿ ಸುದ್ದಿಗಾರರೊಂದಿಗೆ ಮಾತನಾಡಿದ ಅವರು, ರಾಜ್ಯದ ಸಣ್ಣ ವ್ಯಾಪಾರಸ್ಥರು ಮತ್ತು ವರ್ತಕರಿಗೆ ವಾಣಿಜ್ಯ ತೆರಿಗೆ ಇಲಾಖೆ ನೋಟಿಸ್ ನೀಡಿದ್ದು ಈ ವಿಚಾರವಾಗಿ ಬೆಂಗಳೂರಿನಲ್ಲಿ ಸಭೆ ನಡೆಸಿದ್ದೇವೆ. ಜಿಎಸ್‌ಟಿ ವಿಚಾರವು ಕೇಂದ್ರದ ಅಧೀನದಲ್ಲಿ ಬರುತ್ತದೆ. ಆದ್ದರಿಂದ ರಾಜ್ಯ ಸರ್ಕಾರ ಏಕಪಕ್ಷೀಯವಾಗಿ ತೀರ್ಮಾನ ತೆಗೆದುಕೊಳ್ಳಲು ಸಾಧ್ಯವಿಲ್ಲ. ಸಾಧಕ-ಬಾಧಕಗಳನ್ನು ಪರಿಶೀಲಿಸಿ ಕ್ರಮ ಕೈಗೊಳ್ಳಲಾಗುವುದು ಎಂದರು. ಜಲಾಶಯಗಳು ಭರ್ತಿಯಾಗಿರುವುದರಿಂದ ರೈತರ ಮುಖದಲ್ಲಿ ಸಂತಸ ಮೂಡಿದೆ. ಈ ಬಾರಿ ಉತ್ತಮ ಮಳೆಯಾಗಿದ್ದು ಕುಡಿಯುವ ನೀರು ಹಾಗೂ ಕೃಷಿಗೆ ಸಮಸ್ಯೆ ಇರುವುದಿಲ್ಲ ಎಂದು ಹೇಳಿದರು. bbox=[306, 641, 446, 933]
digital-kicker: ವಾಣಿಜ್ಯ ತೆರಿಗೆ ಇಲಾಖೆಯ ನೋಟಿಸ್‌ಗೆ ಬೆಚ್ಚಿಬಿದ್ದ ವ್ಯಾಪಾರಸ್ಥರು | ಜಿಎಸ್‌ಟಿ ನೋಂದಣಿ ಕಡ್ಡಾಯವೆಂದ ಇಲಾಖೆ bbox=[40, 1657, 637, 1677]
quote-icon: ❝ bbox=[1140, 730, 1162, 777]
digital-subhead2: ತಳ್ಳುವ ಗಾಡಿಯಲ್ಲಿ ಹೂ ಮಾರುವ ವ್ಯಾಪಾರಿಗೂ bbox=[352, 1796, 507, 1808]
swatantra-box bbox=[40, 1290, 294, 1640]
col-rule bbox=[1080, 1654, 1081, 2042]
ashok-photo bbox=[1090, 1770, 1152, 1852]
